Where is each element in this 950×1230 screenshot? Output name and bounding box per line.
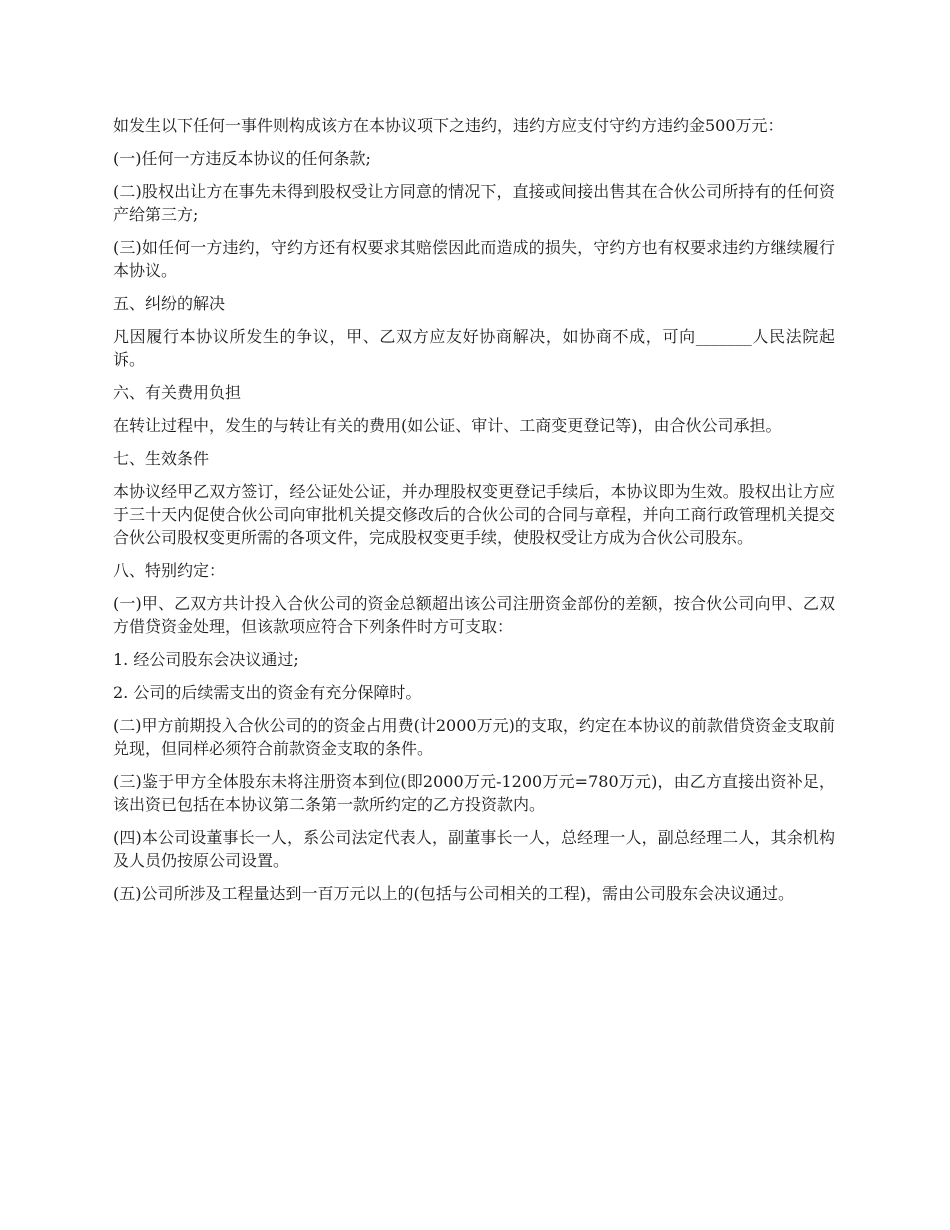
section-heading-effect: 七、生效条件	[113, 449, 210, 468]
paragraph-special-2: (二)甲方前期投入合伙公司的的资金占用费(计2000万元)的支取，约定在本协议的前款借贷资金支取前兑现，但同样必须符合前款资金支取的条件。	[113, 716, 835, 758]
paragraph-special-1: (一)甲、乙双方共计投入合伙公司的资金总额超出该公司注册资金部份的差额，按合伙公司向甲、乙双方借贷资金处理，但该款项应符合下列条件时方可支取：	[113, 594, 835, 636]
section-heading-fees: 六、有关费用负担	[113, 383, 242, 402]
paragraph-breach-item-2: (二)股权出让方在事先未得到股权受让方同意的情况下，直接或间接出售其在合伙公司所持有的任何资产给第三方;	[113, 182, 835, 224]
section-heading-special: 八、特别约定：	[113, 561, 226, 580]
paragraph-fees: 在转让过程中，发生的与转让有关的费用(如公证、审计、工商变更登记等)，由合伙公司承担。	[113, 416, 782, 435]
paragraph-special-1-cond-2: 2. 公司的后续需支出的资金有充分保障时。	[113, 683, 422, 702]
paragraph-special-4: (四)本公司设董事长一人，系公司法定代表人，副董事长一人，总经理一人，副总经理二人，其余机构及人员仍按原公司设置。	[113, 828, 835, 870]
paragraph-effect: 本协议经甲乙双方签订，经公证处公证，并办理股权变更登记手续后，本协议即为生效。股权出让方应于三十天内促使合伙公司向审批机关提交修改后的合伙公司的合同与章程，并向工商行政管理机关提交合伙公司股权变更所需的各项文件，完成股权变更手续，使股权受让方成为合伙公司股东。	[113, 482, 835, 547]
paragraph-dispute: 凡因履行本协议所发生的争议，甲、乙双方应友好协商解决，如协商不成，可向_______人民法院起诉。	[113, 327, 835, 369]
paragraph-special-5: (五)公司所涉及工程量达到一百万元以上的(包括与公司相关的工程)，需由公司股东会决议通过。	[113, 884, 794, 903]
document-body	[113, 114, 835, 915]
paragraph-breach-item-3: (三)如任何一方违约，守约方还有权要求其赔偿因此而造成的损失，守约方也有权要求违约方继续履行本协议。	[113, 238, 835, 280]
paragraph-special-1-cond-1: 1. 经公司股东会决议通过;	[113, 650, 299, 669]
paragraph-special-3: (三)鉴于甲方全体股东未将注册资本到位(即2000万元-1200万元=780万元)，由乙方直接出资补足，该出资已包括在本协议第二条第一款所约定的乙方投资款内。	[113, 772, 835, 814]
paragraph-breach-intro: 如发生以下任何一事件则构成该方在本协议项下之违约，违约方应支付守约方违约金500万元：	[113, 116, 784, 135]
paragraph-breach-item-1: (一)任何一方违反本协议的任何条款;	[113, 149, 371, 168]
section-heading-dispute: 五、纠纷的解决	[113, 294, 226, 313]
